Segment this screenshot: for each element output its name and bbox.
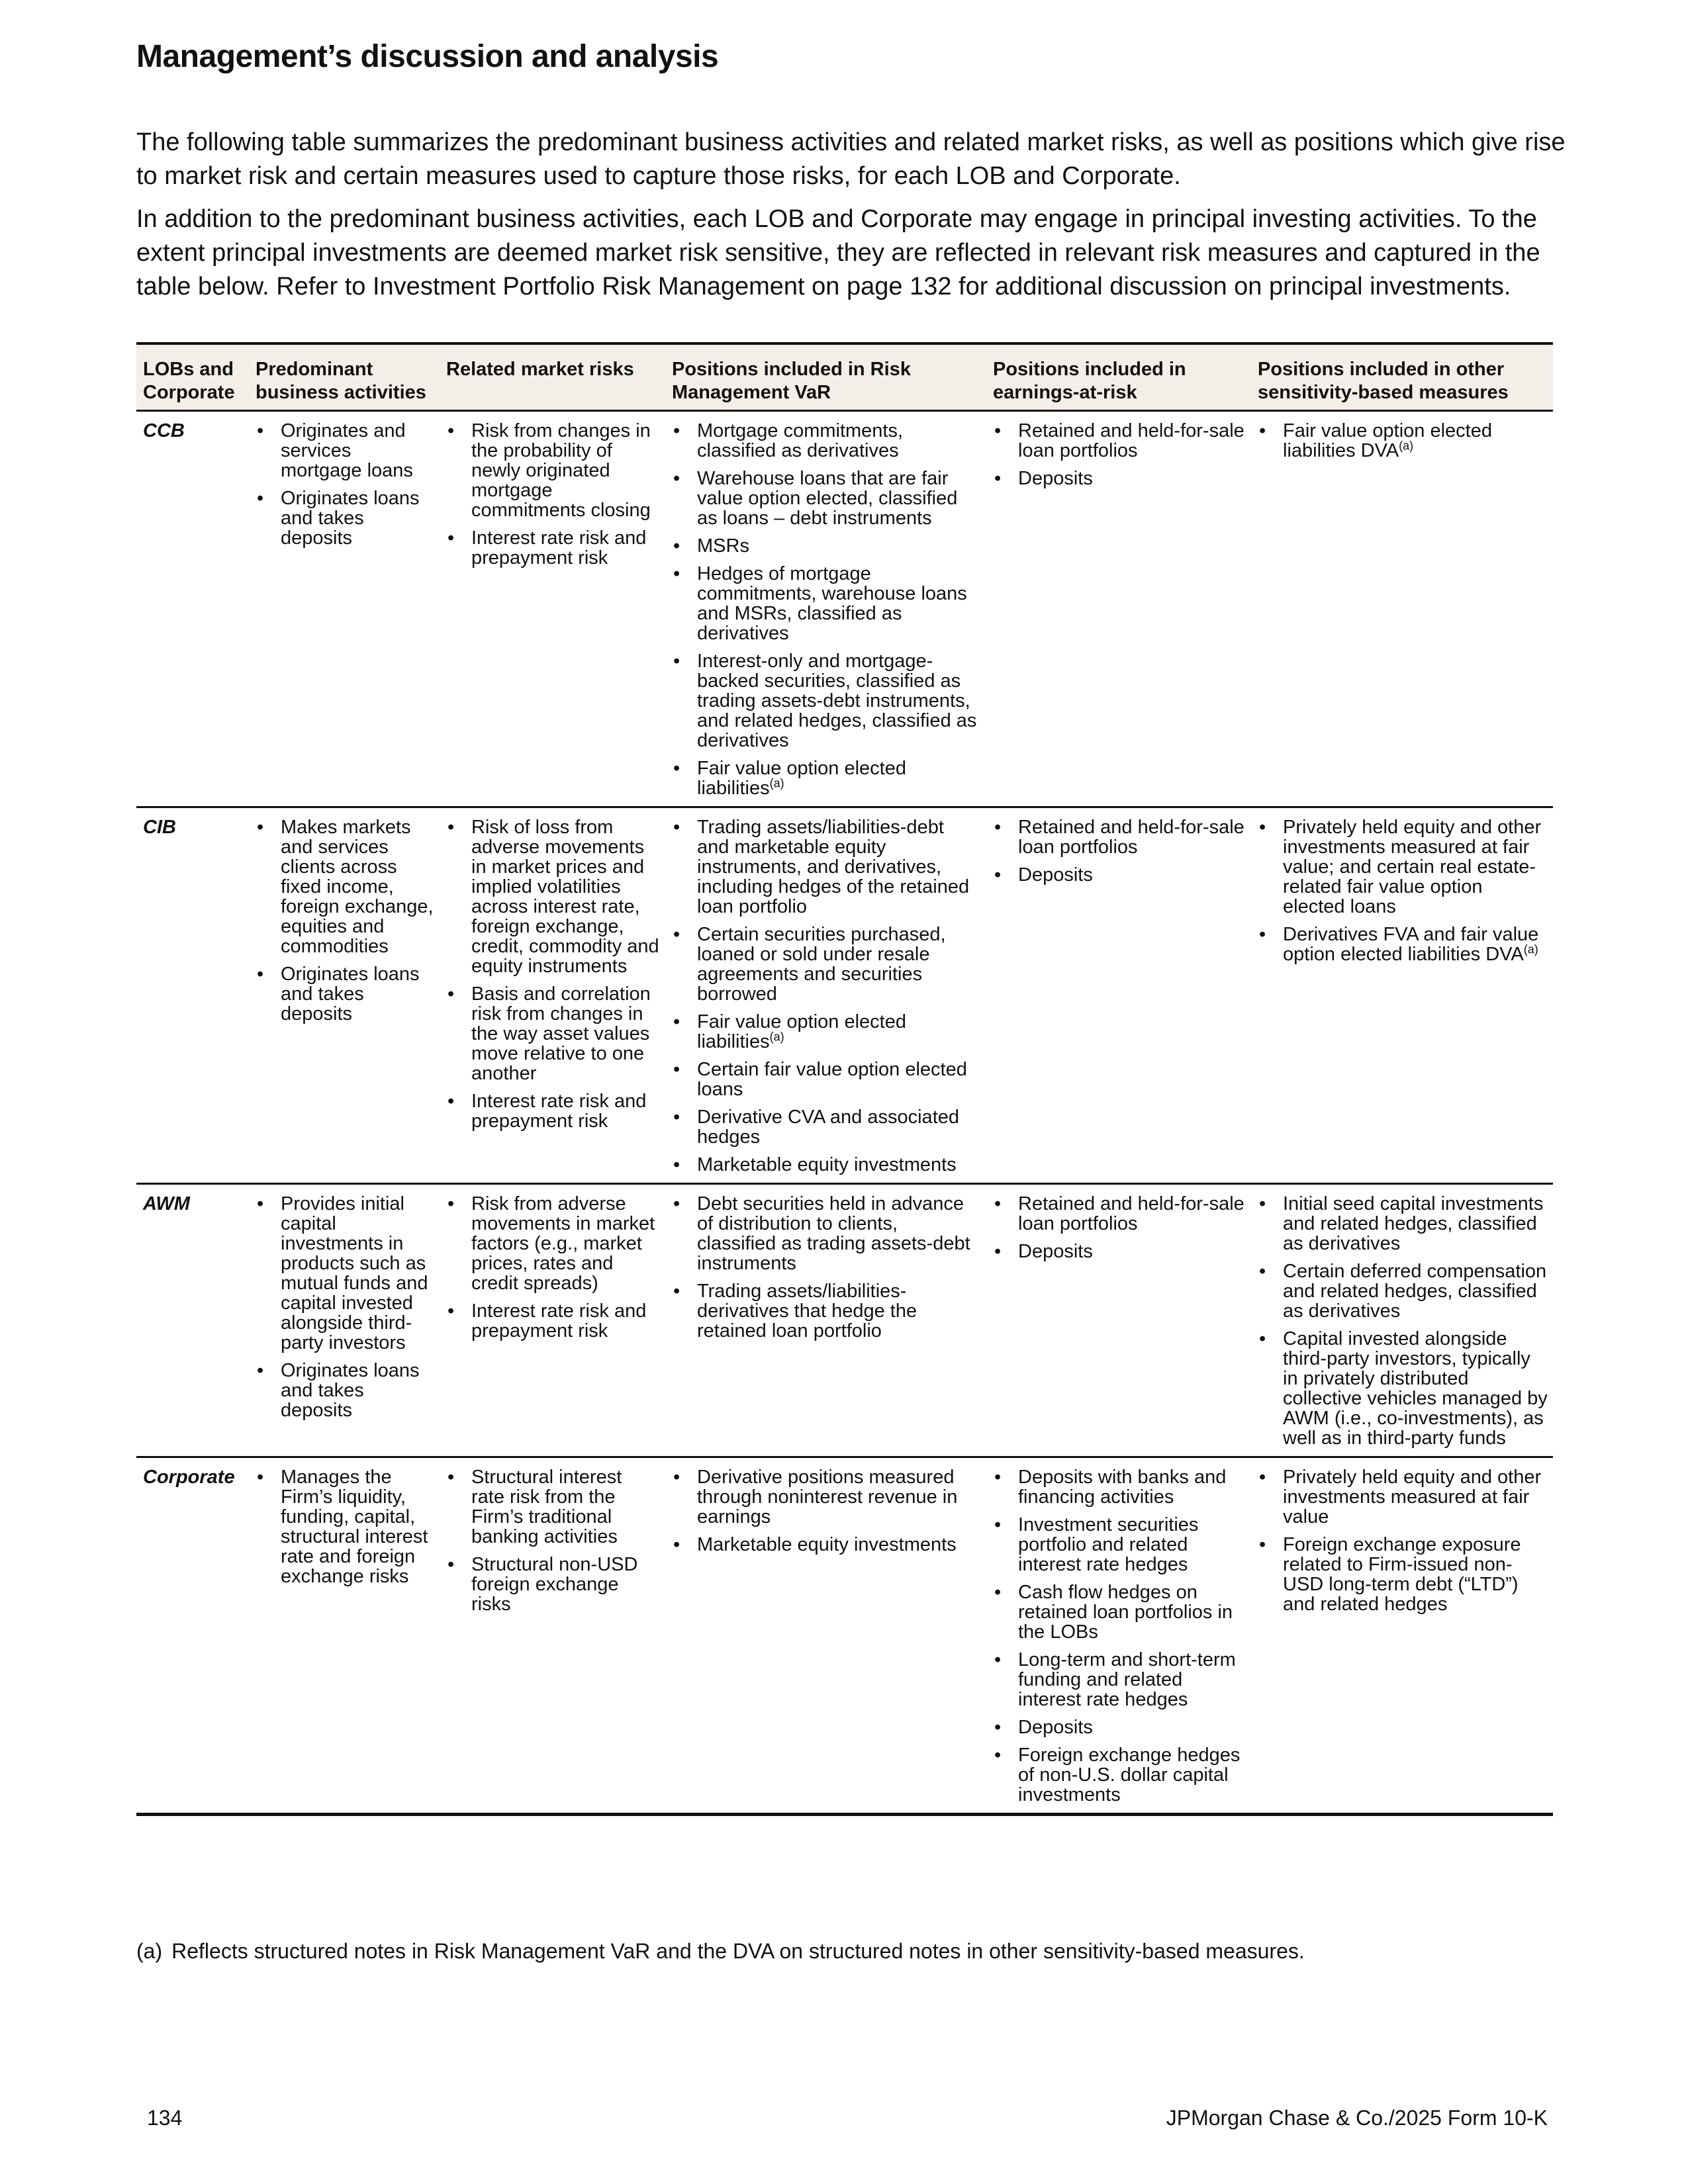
bullet-list	[672, 421, 981, 798]
bullet-list	[672, 817, 981, 1175]
list-item-text: Deposits	[1018, 468, 1093, 489]
header-var: Positions included in Risk Management VaR	[665, 343, 986, 411]
list-item-text: Deposits	[1018, 1717, 1093, 1738]
lob-name: Corporate	[143, 1467, 235, 1488]
list-item	[446, 1555, 660, 1614]
list-item	[446, 421, 660, 520]
bullet-list	[446, 817, 660, 1131]
list-item	[672, 536, 981, 556]
header-other: Positions included in other sensitivity-based measures	[1251, 343, 1553, 411]
cell-risks	[440, 1457, 665, 1815]
list-item	[256, 421, 434, 480]
cell-activities	[249, 1457, 440, 1815]
list-item-text: Fair value option elected liabilities	[697, 758, 906, 799]
table-body	[136, 411, 1553, 1815]
list-item-text: Cash flow hedges on retained loan portfolios in the LOBs	[1018, 1582, 1233, 1643]
bullet-list	[1258, 421, 1548, 461]
bullet-list	[672, 1467, 981, 1555]
list-item	[1258, 817, 1548, 917]
header-activities: Predominant business activities	[249, 343, 440, 411]
footnote	[136, 1938, 1305, 1964]
table-row	[136, 1184, 1553, 1457]
list-item-text: Investment securities portfolio and related interest rate hedges	[1018, 1514, 1199, 1575]
list-item-text: Derivative positions measured through noninterest revenue in earnings	[697, 1467, 958, 1527]
bullet-list	[993, 421, 1246, 488]
list-item-text: Warehouse loans that are fair value option elected, classified as loans – debt instruments	[697, 468, 958, 529]
footnote-marker: (a)	[136, 1939, 163, 1963]
bullet-list	[1258, 1194, 1548, 1448]
list-item-text: Privately held equity and other investments measured at fair value; and certain real estate-related fair value option elected loans	[1283, 817, 1542, 917]
header-risks: Related market risks	[440, 343, 665, 411]
bullet-list	[446, 1194, 660, 1341]
list-item	[993, 1717, 1246, 1737]
list-item-text: Originates loans and takes deposits	[281, 964, 420, 1024]
list-item-text: Trading assets/liabilities-derivatives that hedge the retained loan portfolio	[697, 1281, 917, 1342]
list-item-text: Fair value option elected liabilities DVA	[1283, 420, 1492, 461]
cell-var-positions	[665, 807, 986, 1184]
list-item-text: Interest rate risk and prepayment risk	[471, 1091, 647, 1132]
list-item-text: Certain securities purchased, loaned or sold under resale agreements and securities borrowed	[697, 924, 946, 1005]
market-risk-table	[136, 342, 1553, 1816]
list-item-text: Initial seed capital investments and related hedges, classified as derivatives	[1283, 1193, 1544, 1254]
cell-activities	[249, 411, 440, 807]
list-item	[672, 564, 981, 643]
list-item	[672, 1060, 981, 1099]
list-item	[256, 488, 434, 548]
intro-paragraph-2: In addition to the predominant business activities, each LOB and Corporate may engage in principal investing activities. To the extent principal investments are deemed market risk sensitive, they are reflected in relevant risk measures and captured in the table below. Refer to Investment Portfolio Risk Management on page 132 for additional discussion on principal investments.	[136, 205, 1540, 300]
list-item	[672, 925, 981, 1004]
list-item	[672, 758, 981, 798]
list-item-text: Originates and services mortgage loans	[281, 420, 413, 481]
bullet-list	[993, 817, 1246, 885]
list-item	[993, 1194, 1246, 1234]
footnote-reference: (a)	[1399, 439, 1414, 453]
list-item-text: Manages the Firm’s liquidity, funding, capital, structural interest rate and foreign exchange risks	[281, 1467, 428, 1587]
footer-source: JPMorgan Chase & Co./2025 Form 10-K	[1166, 2106, 1548, 2130]
list-item	[993, 469, 1246, 488]
cell-activities	[249, 1184, 440, 1457]
list-item-text: Foreign exchange hedges of non-U.S. dollar capital investments	[1018, 1745, 1241, 1805]
list-item	[1258, 1261, 1548, 1321]
list-item-text: Fair value option elected liabilities	[697, 1011, 906, 1052]
list-item	[446, 817, 660, 976]
list-item-text: Mortgage commitments, classified as derivatives	[697, 420, 904, 461]
list-item	[256, 1194, 434, 1353]
list-item-text: Structural non-USD foreign exchange risks	[471, 1554, 638, 1615]
header-ear: Positions included in earnings-at-risk	[986, 343, 1251, 411]
list-item	[993, 1650, 1246, 1709]
list-item	[446, 1091, 660, 1131]
list-item	[993, 865, 1246, 885]
list-item	[1258, 925, 1548, 964]
list-item	[256, 817, 434, 956]
cell-risks	[440, 807, 665, 1184]
list-item-text: Derivatives FVA and fair value option elected liabilities DVA	[1283, 924, 1539, 965]
list-item-text: Retained and held-for-sale loan portfolios	[1018, 1193, 1244, 1234]
list-item	[672, 817, 981, 917]
list-item	[993, 1467, 1246, 1507]
cell-risks	[440, 1184, 665, 1457]
list-item	[256, 1361, 434, 1420]
bullet-list	[256, 1467, 434, 1586]
cell-ear-positions	[986, 1184, 1251, 1457]
cell-ear-positions	[986, 411, 1251, 807]
list-item-text: Privately held equity and other investments measured at fair value	[1283, 1467, 1542, 1527]
list-item-text: Retained and held-for-sale loan portfolios	[1018, 817, 1244, 858]
list-item	[993, 1745, 1246, 1805]
page-number: 134	[147, 2106, 183, 2130]
list-item-text: Deposits	[1018, 864, 1093, 886]
cell-other-positions	[1251, 411, 1553, 807]
list-item	[1258, 421, 1548, 461]
cell-ear-positions	[986, 807, 1251, 1184]
list-item-text: Structural interest rate risk from the Firm’s traditional banking activities	[471, 1467, 622, 1547]
footnote-reference: (a)	[1523, 942, 1538, 956]
list-item-text: Deposits	[1018, 1241, 1093, 1262]
list-item	[672, 1535, 981, 1555]
list-item	[993, 817, 1246, 857]
list-item	[1258, 1467, 1548, 1527]
bullet-list	[1258, 1467, 1548, 1614]
cell-var-positions	[665, 1457, 986, 1815]
list-item-text: Interest rate risk and prepayment risk	[471, 527, 647, 569]
bullet-list	[446, 1467, 660, 1614]
cell-activities	[249, 807, 440, 1184]
list-item	[672, 1012, 981, 1052]
list-item-text: Derivative CVA and associated hedges	[697, 1107, 960, 1148]
list-item-text: Interest rate risk and prepayment risk	[471, 1300, 647, 1342]
intro-paragraph-1: The following table summarizes the predominant business activities and related market risks, as well as positions which give rise to market risk and certain measures used to capture those risks, for each LOB and Corporate.	[136, 128, 1566, 190]
bullet-list	[256, 421, 434, 548]
lob-name: CCB	[136, 411, 249, 807]
cell-other-positions	[1251, 1457, 1553, 1815]
list-item-text: Risk of loss from adverse movements in market prices and implied volatilities across interest rate, foreign exchange, credit, commodity and equity instruments	[471, 817, 659, 977]
list-item-text: Certain fair value option elected loans	[697, 1059, 967, 1100]
list-item	[672, 1467, 981, 1527]
list-item	[672, 469, 981, 528]
list-item-text: Interest-only and mortgage-backed securities, classified as trading assets-debt instruments, and related hedges, classified as derivatives	[697, 651, 977, 751]
list-item	[672, 421, 981, 461]
bullet-list	[446, 421, 660, 568]
list-item	[993, 1515, 1246, 1574]
list-item-text: Originates loans and takes deposits	[281, 488, 420, 549]
bullet-list	[1258, 817, 1548, 964]
footnote-text: Reflects structured notes in Risk Management VaR and the DVA on structured notes in other sensitivity-based measures.	[171, 1939, 1305, 1963]
bullet-list	[256, 1194, 434, 1420]
list-item	[446, 984, 660, 1083]
list-item-text: Long-term and short-term funding and related interest rate hedges	[1018, 1649, 1236, 1710]
list-item-text: Hedges of mortgage commitments, warehouse loans and MSRs, classified as derivatives	[697, 563, 967, 644]
list-item-text: Retained and held-for-sale loan portfolios	[1018, 420, 1244, 461]
list-item	[446, 528, 660, 568]
bullet-list	[993, 1467, 1246, 1805]
list-item-text: Capital invested alongside third-party investors, typically in privately distributed collective vehicles managed by AWM (i.e., co-investments), as well as in third-party funds	[1283, 1328, 1548, 1449]
list-item-text: Marketable equity investments	[697, 1154, 957, 1175]
cell-ear-positions	[986, 1457, 1251, 1815]
table-row	[136, 807, 1553, 1184]
list-item	[446, 1194, 660, 1293]
table-row	[136, 1457, 1553, 1815]
list-item-text: Deposits with banks and financing activities	[1018, 1467, 1227, 1508]
cell-var-positions	[665, 411, 986, 807]
page-title: Management’s discussion and analysis	[136, 39, 719, 74]
list-item	[672, 1281, 981, 1341]
list-item-text: Marketable equity investments	[697, 1534, 957, 1555]
list-item	[993, 421, 1246, 461]
list-item-text: Foreign exchange exposure related to Firm-issued non-USD long-term debt (“LTD”) and related hedges	[1283, 1534, 1521, 1615]
list-item-text: MSRs	[697, 535, 749, 557]
intro-text	[136, 126, 1573, 313]
list-item-text: Risk from adverse movements in market factors (e.g., market prices, rates and credit spreads)	[471, 1193, 655, 1294]
cell-other-positions	[1251, 807, 1553, 1184]
list-item-text: Originates loans and takes deposits	[281, 1360, 420, 1421]
list-item	[672, 651, 981, 751]
bullet-list	[256, 817, 434, 1024]
list-item-text: Debt securities held in advance of distribution to clients, classified as trading assets-debt instruments	[697, 1193, 970, 1274]
list-item	[1258, 1194, 1548, 1253]
list-item	[672, 1155, 981, 1175]
list-item	[446, 1301, 660, 1341]
table-header-row	[136, 343, 1553, 411]
footnote-reference: (a)	[769, 1030, 784, 1044]
list-item-text: Basis and correlation risk from changes in the way asset values move relative to one another	[471, 983, 651, 1084]
cell-other-positions	[1251, 1184, 1553, 1457]
cell-var-positions	[665, 1184, 986, 1457]
list-item	[672, 1107, 981, 1147]
list-item	[256, 1467, 434, 1586]
table-row	[136, 411, 1553, 807]
list-item	[993, 1242, 1246, 1261]
list-item	[993, 1582, 1246, 1642]
list-item-text: Certain deferred compensation and related hedges, classified as derivatives	[1283, 1261, 1547, 1322]
list-item	[1258, 1535, 1548, 1614]
header-lob: LOBs and Corporate	[136, 343, 249, 411]
list-item	[446, 1467, 660, 1547]
list-item-text: Risk from changes in the probability of newly originated mortgage commitments closing	[471, 420, 651, 521]
bullet-list	[672, 1194, 981, 1341]
lob-name: AWM	[136, 1184, 249, 1457]
bullet-list	[993, 1194, 1246, 1261]
list-item-text: Trading assets/liabilities-debt and marketable equity instruments, and derivatives, including hedges of the retained loan portfolio	[697, 817, 970, 917]
lob-name: CIB	[136, 807, 249, 1184]
footnote-reference: (a)	[769, 776, 784, 790]
cell-risks	[440, 411, 665, 807]
list-item-text: Provides initial capital investments in products such as mutual funds and capital invested alongside third-party investors	[281, 1193, 428, 1353]
list-item	[256, 964, 434, 1024]
list-item	[672, 1194, 981, 1273]
list-item-text: Makes markets and services clients across fixed income, foreign exchange, equities and commodities	[281, 817, 434, 957]
list-item	[1258, 1329, 1548, 1448]
